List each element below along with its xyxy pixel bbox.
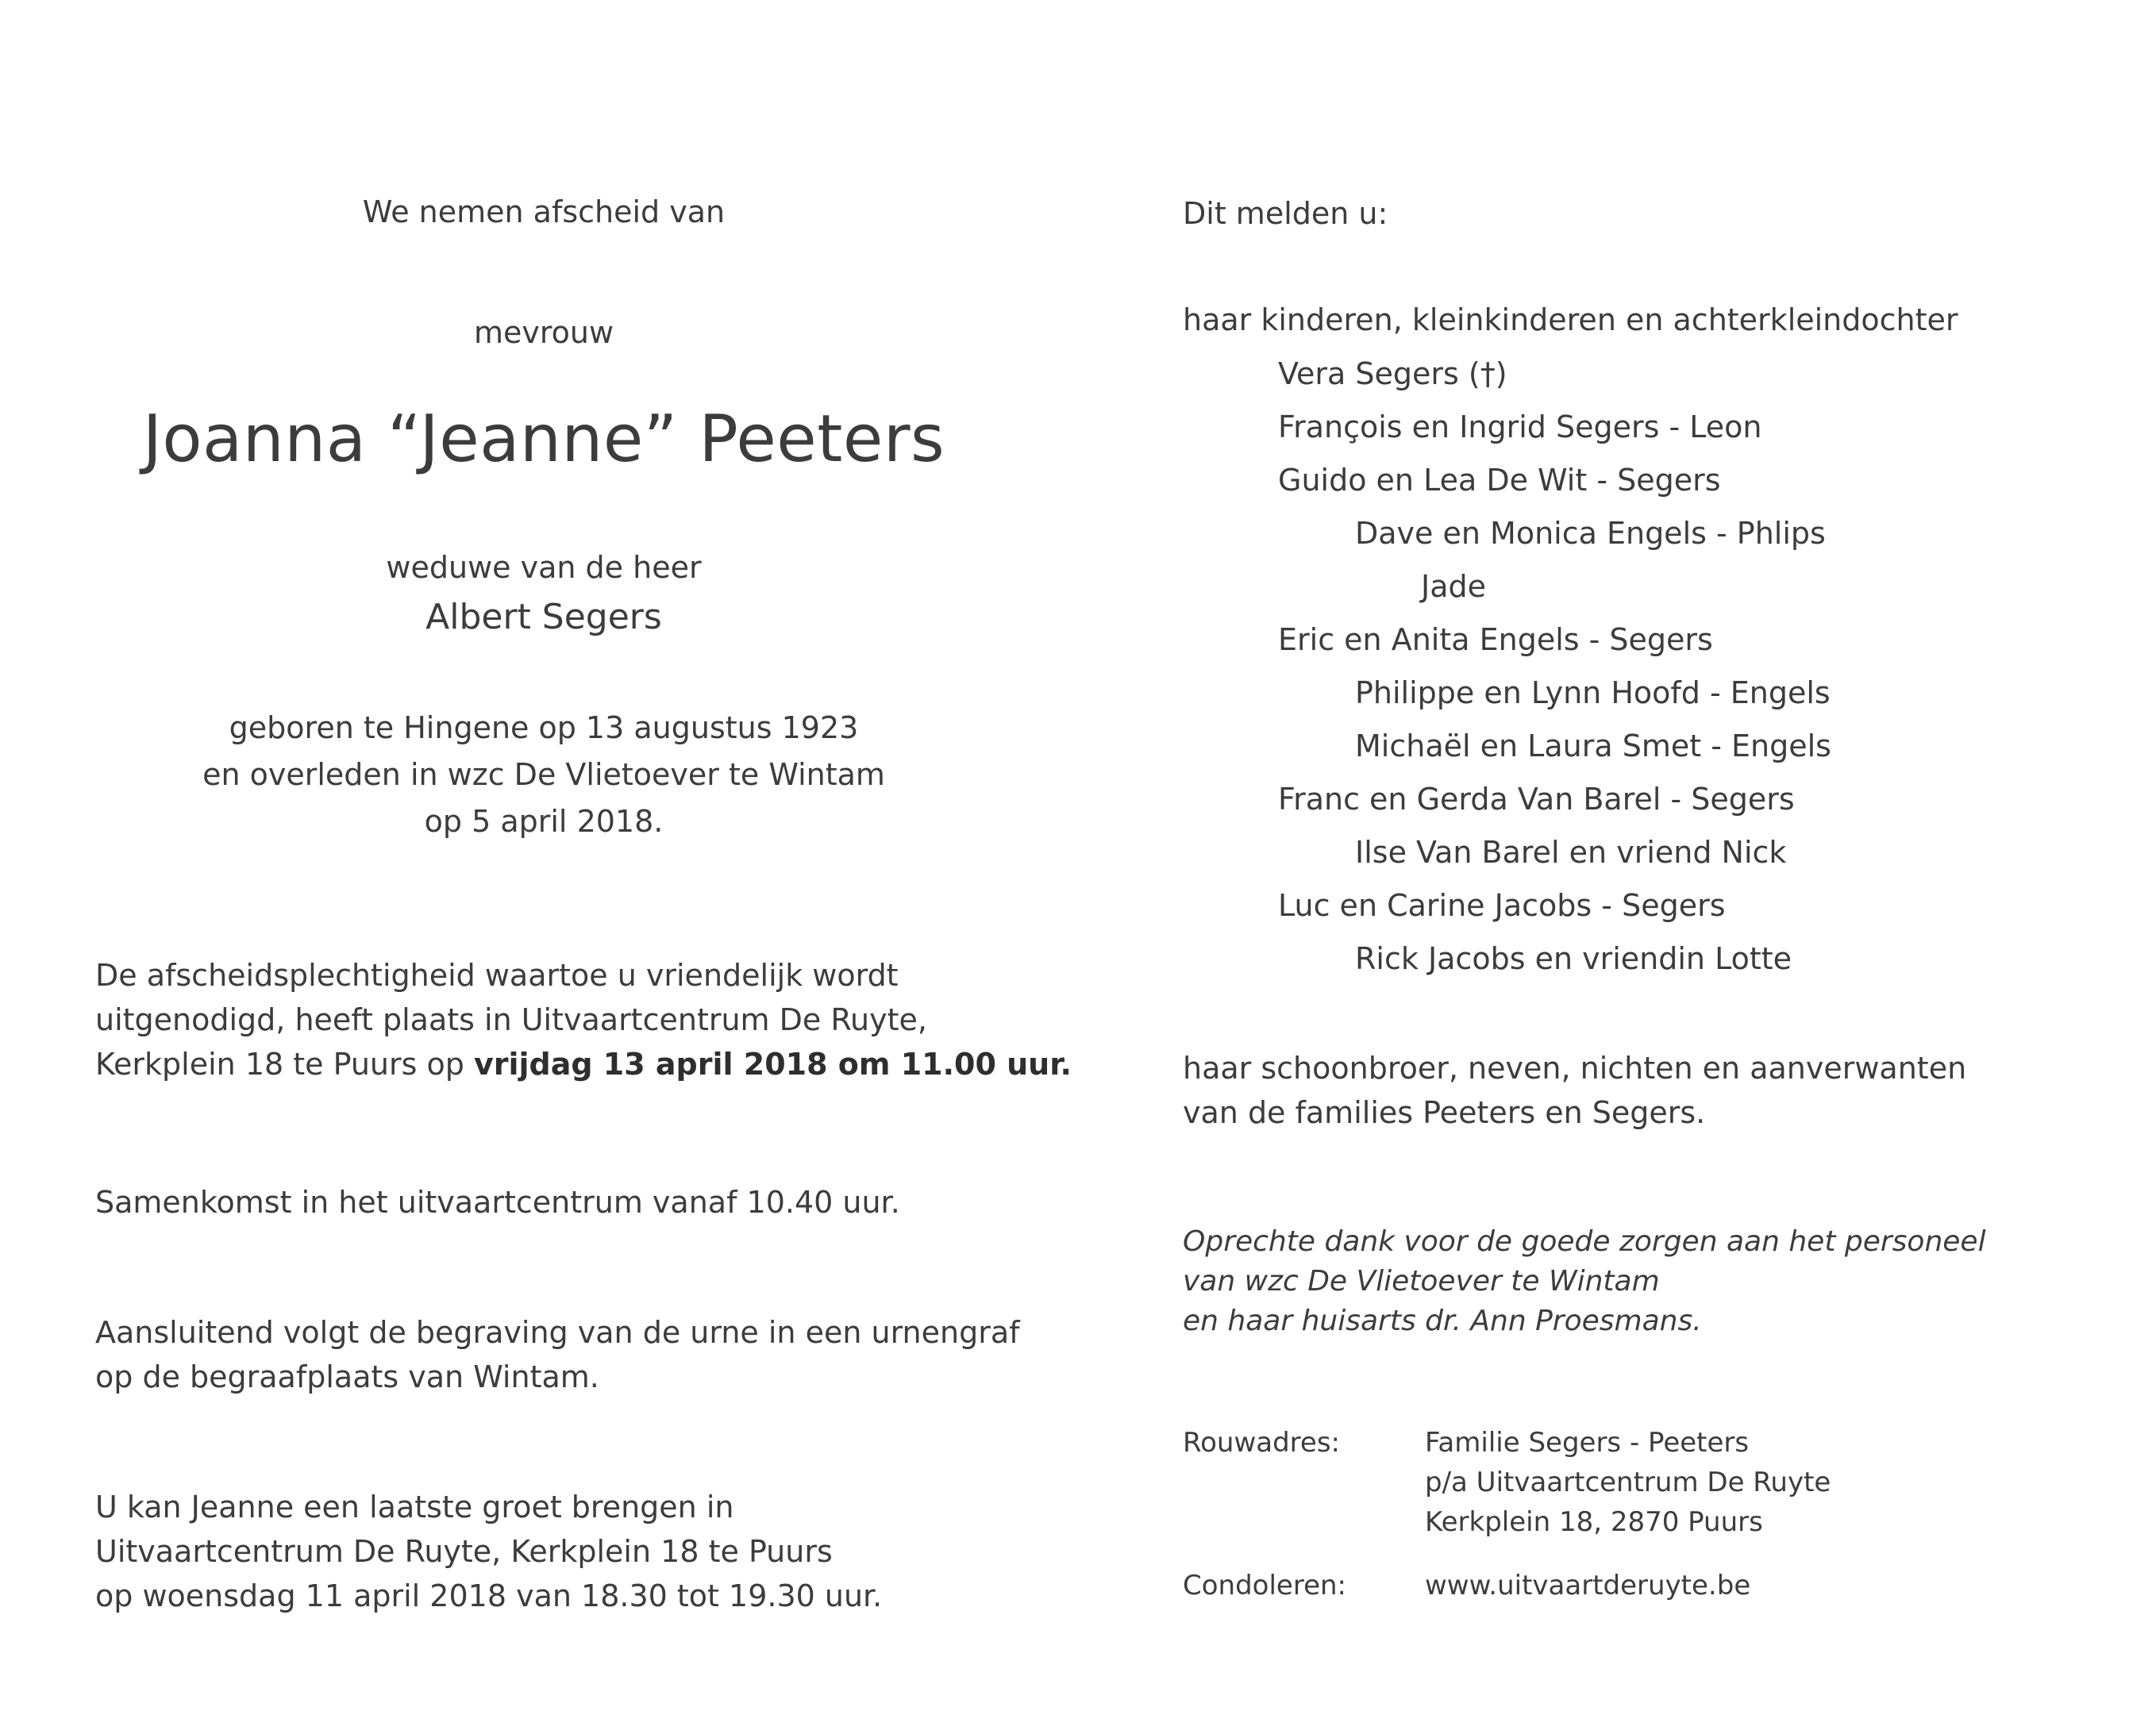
address-line: Kerkplein 18, 2870 Puurs — [1425, 1506, 1763, 1538]
death-text: en overleden in wzc De Vlietoever te Wintam — [202, 757, 885, 792]
family-member: Guido en Lea De Wit - Segers — [1278, 463, 1721, 498]
gathering-text: Samenkomst in het uitvaartcentrum vanaf 10.40 uur. — [95, 1185, 900, 1220]
ceremony-location: Kerkplein 18 te Puurs op — [95, 1047, 474, 1082]
visit-line: U kan Jeanne een laatste groet brengen in — [95, 1490, 734, 1524]
announce-text: Dit melden u: — [1183, 196, 1388, 231]
address-block — [1425, 1423, 1831, 1542]
address-label: Rouwadres: — [1183, 1427, 1340, 1459]
relatives-line: van de families Peeters en Segers. — [1183, 1095, 1706, 1130]
widow-of-text: weduwe van de heer — [386, 550, 702, 585]
husband-name: Albert Segers — [425, 597, 662, 637]
family-member: Vera Segers (†) — [1278, 356, 1507, 391]
family-member: Rick Jacobs en vriendin Lotte — [1355, 941, 1792, 976]
thanks-paragraph — [1183, 1222, 1986, 1341]
family-member: Eric en Anita Engels - Segers — [1278, 622, 1713, 657]
relatives-line: haar schoonbroer, neven, nichten en aanverwanten — [1183, 1051, 1967, 1086]
death-date-text: op 5 april 2018. — [424, 804, 664, 839]
ceremony-paragraph — [95, 953, 1072, 1086]
family-member: Luc en Carine Jacobs - Segers — [1278, 888, 1726, 923]
condolences-link[interactable]: www.uitvaartderuyte.be — [1425, 1570, 1751, 1601]
ceremony-line: De afscheidsplechtigheid waartoe u vriendelijk wordt — [95, 958, 899, 993]
family-member: Dave en Monica Engels - Phlips — [1355, 516, 1826, 551]
address-line: Familie Segers - Peeters — [1425, 1427, 1750, 1459]
thanks-line: Oprechte dank voor de goede zorgen aan het personeel — [1183, 1225, 1986, 1258]
visit-paragraph — [95, 1485, 882, 1618]
deceased-name: Joanna “Jeanne” Peeters — [142, 402, 945, 477]
birth-text: geboren te Hingene op 13 augustus 1923 — [229, 710, 859, 745]
family-member: Philippe en Lynn Hoofd - Engels — [1355, 675, 1831, 710]
family-member: François en Ingrid Segers - Leon — [1278, 409, 1762, 444]
ceremony-line: uitgenodigd, heeft plaats in Uitvaartcentrum De Ruyte, — [95, 1002, 927, 1037]
visit-line: Uitvaartcentrum De Ruyte, Kerkplein 18 te Puurs — [95, 1534, 833, 1569]
intro-text: We nemen afscheid van — [362, 194, 726, 229]
ceremony-line — [95, 1042, 1072, 1086]
visit-line: op woensdag 11 april 2018 van 18.30 tot 19.30 uur. — [95, 1578, 883, 1613]
burial-line: op de begraafplaats van Wintam. — [95, 1359, 599, 1394]
family-intro: haar kinderen, kleinkinderen en achterkleindochter — [1183, 302, 1958, 337]
family-member: Ilse Van Barel en vriend Nick — [1355, 835, 1787, 870]
thanks-line: van wzc De Vlietoever te Wintam — [1183, 1265, 1660, 1298]
family-member: Jade — [1421, 569, 1486, 604]
family-member: Franc en Gerda Van Barel - Segers — [1278, 782, 1795, 817]
condolences-label: Condoleren: — [1183, 1570, 1346, 1601]
ceremony-datetime: vrijdag 13 april 2018 om 11.00 uur. — [473, 1047, 1072, 1082]
title-text: mevrouw — [473, 315, 614, 350]
relatives-paragraph — [1183, 1046, 1966, 1135]
burial-paragraph — [95, 1310, 1020, 1399]
thanks-line: en haar huisarts dr. Ann Proesmans. — [1183, 1305, 1702, 1337]
family-member: Michaël en Laura Smet - Engels — [1355, 729, 1831, 763]
burial-line: Aansluitend volgt de begraving van de urne in een urnengraf — [95, 1315, 1020, 1350]
address-line: p/a Uitvaartcentrum De Ruyte — [1425, 1467, 1831, 1498]
